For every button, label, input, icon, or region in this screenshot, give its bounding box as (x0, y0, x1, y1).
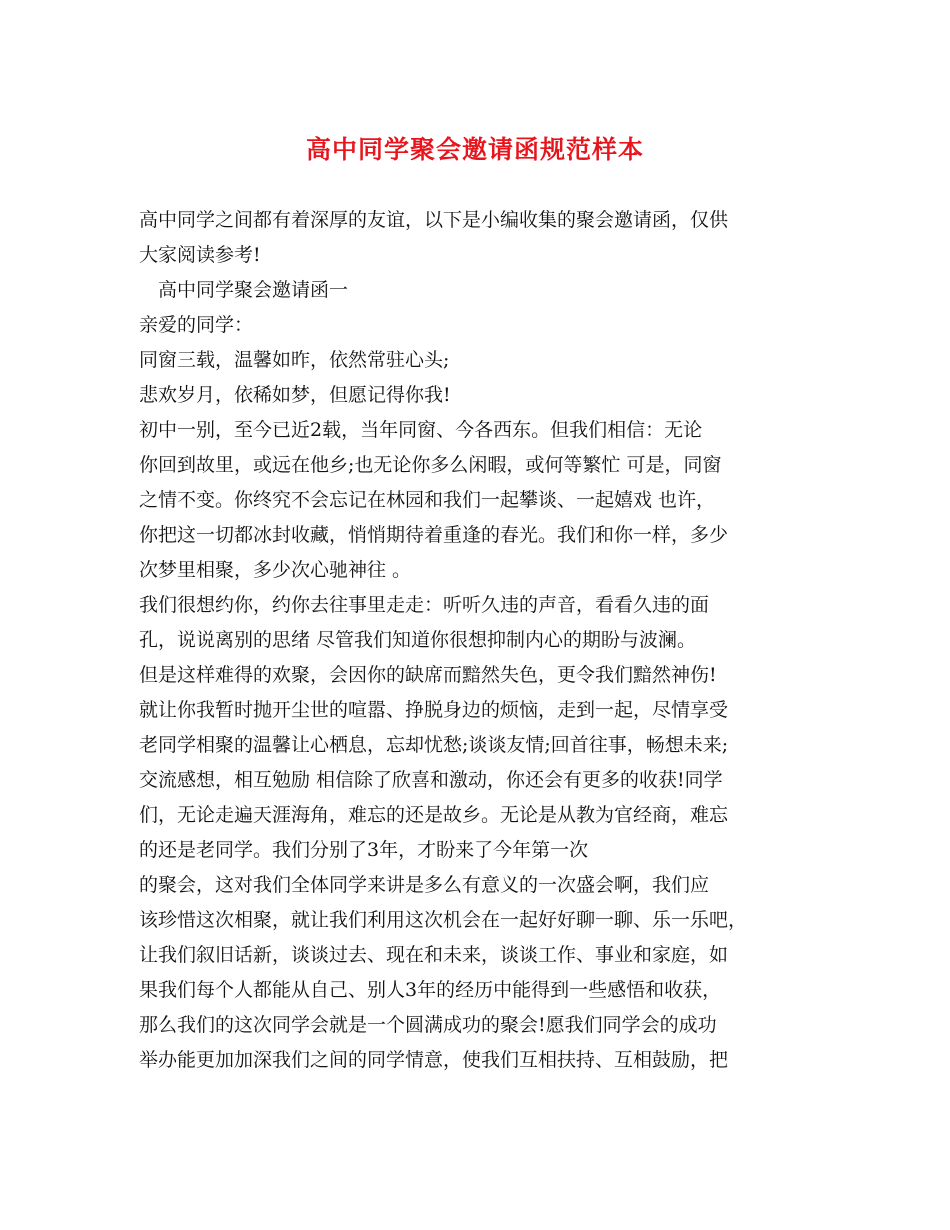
body-text-line: 但是这样难得的欢聚，会因你的缺席而黯然失色，更令我们黯然神伤! (139, 664, 717, 686)
body-text-line: 大家阅读参考! (139, 244, 261, 266)
document-body (139, 203, 819, 1078)
body-text-line: 老同学相聚的温馨让心栖息，忘却忧愁;谈谈友情;回首往事，畅想未来; (139, 734, 729, 756)
body-text-line: 之情不变。你终究不会忘记在林园和我们一起攀谈、一起嬉戏 也许， (139, 489, 716, 511)
body-text-line: 该珍惜这次相聚，就让我们利用这次机会在一起好好聊一聊、乐一乐吧， (139, 909, 748, 931)
body-text-line: 的聚会，这对我们全体同学来讲是多么有意义的一次盛会啊，我们应 (139, 874, 710, 896)
body-text-line: 同窗三载，温馨如昨，依然常驻心头; (139, 349, 450, 371)
body-text-line: 交流感想，相互勉励 相信除了欣喜和激动，你还会有更多的收获!同学 (139, 769, 723, 791)
body-text-line: 孔，说说离别的思绪 尽管我们知道你很想抑制内心的期盼与波澜。 (139, 629, 697, 651)
body-text-line: 就让你我暂时抛开尘世的喧嚣、挣脱身边的烦恼，走到一起，尽情享受 (139, 699, 729, 721)
body-text-line: 高中同学之间都有着深厚的友谊，以下是小编收集的聚会邀请函，仅供 (139, 209, 729, 231)
body-text-line: 我们很想约你，约你去往事里走走：听听久违的声音，看看久违的面 (139, 594, 710, 616)
body-text-line: 悲欢岁月，依稀如梦，但愿记得你我! (139, 384, 451, 406)
body-text-line: 的还是老同学。我们分别了3年，才盼来了今年第一次 (139, 839, 589, 861)
body-text-line: 初中一别，至今已近2载，当年同窗、今各西东。但我们相信：无论 (139, 419, 703, 441)
body-text-line: 那么我们的这次同学会就是一个圆满成功的聚会!愿我们同学会的成功 (139, 1014, 717, 1036)
body-text-line: 你把这一切都冰封收藏，悄悄期待着重逢的春光。我们和你一样，多少 (139, 524, 729, 546)
body-text-line: 你回到故里，或远在他乡;也无论你多么闲暇，或何等繁忙 可是，同窗 (139, 454, 722, 476)
body-text-line: 举办能更加加深我们之间的同学情意，使我们互相扶持、互相鼓励，把 (139, 1049, 729, 1071)
body-text-line: 们，无论走遍天涯海角，难忘的还是故乡。无论是从教为官经商，难忘 (139, 804, 729, 826)
body-text-line: 次梦里相聚，多少次心驰神往 。 (139, 559, 412, 581)
body-text-line: 高中同学聚会邀请函一 (139, 279, 349, 301)
body-text-line: 果我们每个人都能从自己、别人3年的经历中能得到一些感悟和收获， (139, 979, 722, 1001)
page-title: 高中同学聚会邀请函规范样本 (305, 135, 644, 164)
body-text-line: 亲爱的同学： (139, 314, 254, 336)
body-text-line: 让我们叙旧话新，谈谈过去、现在和未来，谈谈工作、事业和家庭，如 (139, 944, 729, 966)
